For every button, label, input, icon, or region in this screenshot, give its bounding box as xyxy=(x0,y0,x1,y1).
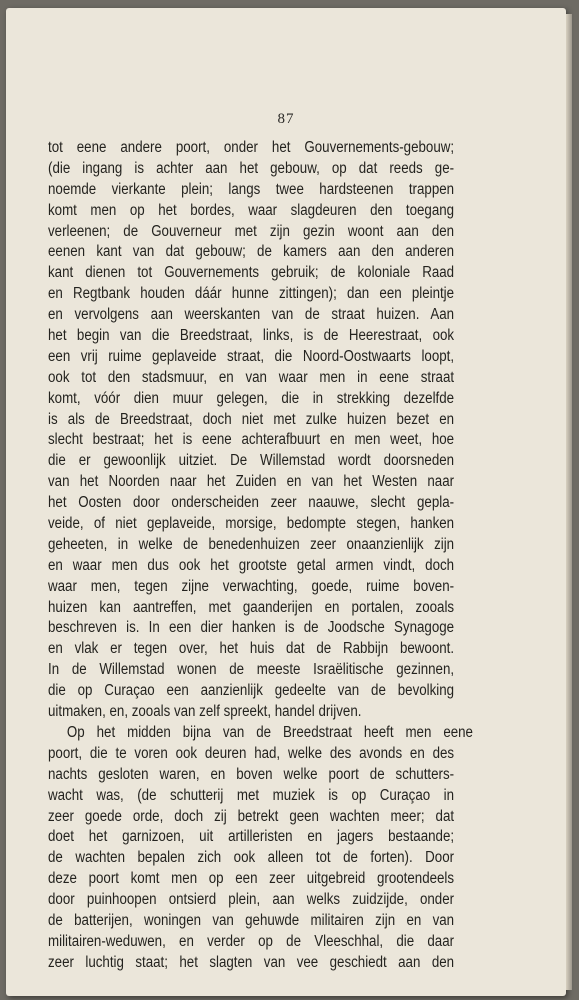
text-line: en waar men dus ook het grootste getal armen vindt, doch xyxy=(48,556,455,574)
text-line: verleenen; de Gouverneur met zijn gezin woont aan den xyxy=(48,222,455,240)
text-line: wacht was, (de schutterij met muziek is op Curaçao in xyxy=(48,786,455,804)
text-line: komt, vóór dien muur gelegen, die in strekking dezelfde xyxy=(48,389,455,407)
text-line: In de Willemstad wonen de meeste Israëlitische gezinnen, xyxy=(48,661,455,679)
text-line: slecht bestraat; het is eene achterafbuurt en men weet, hoe xyxy=(48,431,455,449)
page-edge xyxy=(566,14,572,990)
text-line: veide, of niet geplaveide, morsige, bedompte stegen, hanken xyxy=(48,515,455,533)
text-line: uitmaken, en, zooals van zelf spreekt, handel drijven. xyxy=(48,703,362,721)
text-line: en Regtbank houden dáár hunne zittingen); dan een pleintje xyxy=(48,285,455,303)
text-line: nachts gesloten waren, en boven welke poort de schutters- xyxy=(48,765,455,783)
text-line: eenen kant van dat gebouw; de kamers aan den anderen xyxy=(48,243,455,261)
text-line: militairen-weduwen, en verder op de Vleeschhal, die daar xyxy=(48,932,455,950)
text-line: deze poort komt men op een zeer uitgebreid grootendeels xyxy=(48,870,455,888)
text-line: geheeten, in welke de benedenhuizen zeer onaanzienlijk zijn xyxy=(48,535,455,553)
text-line: en vervolgens aan weerskanten van de straat huizen. Aan xyxy=(48,306,455,324)
text-line: beschreven is. In een dier hanken is de Joodsche Synagoge xyxy=(48,619,455,637)
text-line: Op het midden bijna van de Breedstraat heeft men eene xyxy=(66,723,473,741)
text-line: het Oosten door onderscheiden zeer naauwe, slecht gepla- xyxy=(48,494,455,512)
page-number: 87 xyxy=(277,111,295,127)
text-line: tot eene andere poort, onder het Gouvernements-gebouw; xyxy=(48,139,455,156)
text-line: kant dienen tot Gouvernements gebruik; de koloniale Raad xyxy=(48,264,455,282)
text-line: die op Curaçao een aanzienlijk gedeelte van de bevolking xyxy=(48,682,455,700)
text-line: waar men, tegen zijne verwachting, goede, ruime boven- xyxy=(48,577,455,595)
text-line: noemde vierkante plein; langs twee hardsteenen trappen xyxy=(48,180,455,198)
text-line: is als de Breedstraat, doch niet met zulke huizen bezet en xyxy=(48,410,455,428)
text-line: poort, die te voren ook deuren had, welke des avonds en des xyxy=(48,744,455,762)
body-text xyxy=(48,138,473,974)
text-line: het begin van die Breedstraat, links, is de Heerestraat, ook xyxy=(48,327,455,345)
text-line: en vlak er tegen over, het huis dat de Rabbijn bewoont. xyxy=(48,640,455,658)
book-page xyxy=(6,8,566,996)
text-line: komt men op het bordes, waar slagdeuren den toegang xyxy=(48,201,455,219)
text-line: zeer goede orde, doch zij betrekt geen wachten meer; dat xyxy=(48,807,455,825)
text-line: door puinhoopen ontsierd plein, aan welks zuidzijde, onder xyxy=(48,891,455,909)
text-line: (die ingang is achter aan het gebouw, op dat reeds ge- xyxy=(48,159,455,177)
text-line: die er gewoonlijk uitziet. De Willemstad wordt doorsneden xyxy=(48,452,455,470)
text-line: huizen kan aantreffen, met gaanderijen en portalen, zooals xyxy=(48,598,455,616)
text-line: een vrij ruime geplaveide straat, die Noord-Oostwaarts loopt, xyxy=(48,347,455,365)
text-line: de wachten bepalen zich ook alleen tot de forten). Door xyxy=(48,849,455,867)
text-line: van het Noorden naar het Zuiden en van het Westen naar xyxy=(48,473,455,491)
text-line: de batterijen, woningen van gehuwde militairen zijn en van xyxy=(48,911,455,929)
text-line: doet het garnizoen, uit artilleristen en jagers bestaande; xyxy=(48,828,455,846)
text-line: ook tot den stadsmuur, en van waar men in eene straat xyxy=(48,368,455,386)
text-line: zeer luchtig staat; het slagten van vee geschiedt aan den xyxy=(48,953,455,971)
